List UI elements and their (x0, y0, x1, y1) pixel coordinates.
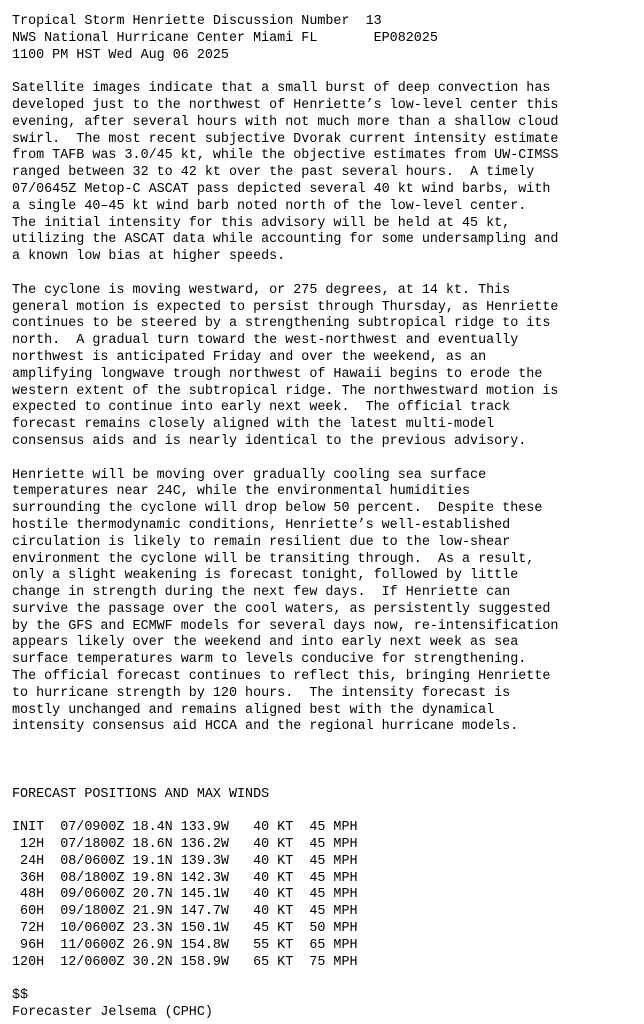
blank-line (12, 803, 632, 820)
end-marker: $$ (12, 988, 29, 1004)
forecaster-signature: Forecaster Jelsema (CPHC) (12, 1005, 213, 1021)
paragraph-line: The cyclone is moving westward, or 275 degrees, at 14 kt. This (12, 282, 511, 298)
paragraph-line: continues to be steered by a strengthening subtropical ridge to its (12, 316, 551, 332)
paragraph-line: northwest is anticipated Friday and over the weekend, as an (12, 349, 487, 365)
blank-line (12, 64, 632, 81)
paragraph-line: hostile thermodynamic conditions, Henriette’s well-established (12, 517, 511, 533)
paragraph-line: ranged between 32 to 42 kt over the past several hours. A timely (12, 165, 535, 181)
blank-line (12, 266, 632, 283)
paragraph-line: a single 40–45 kt wind barb noted north of the low-level center. (12, 198, 527, 214)
paragraph-line: developed just to the northwest of Henriette’s low-level center this (12, 97, 559, 113)
paragraph-line: a known low bias at higher speeds. (12, 249, 286, 265)
paragraph-line: Satellite images indicate that a small burst of deep convection has (12, 81, 551, 97)
paragraph-line: consensus aids and is nearly identical to the previous advisory. (12, 433, 527, 449)
issue-time: 1100 PM HST Wed Aug 06 2025 (12, 47, 229, 63)
paragraph-line: general motion is expected to persist through Thursday, as Henriette (12, 299, 559, 315)
blank-line (12, 736, 632, 753)
forecast-row: 60H 09/1800Z 21.9N 147.7W 40 KT 45 MPH (12, 904, 358, 920)
paragraph-line: expected to continue into early next week. The official track (12, 400, 511, 416)
paragraph-line: appears likely over the weekend and into early next week as sea (12, 635, 519, 651)
paragraph-line: The official forecast continues to reflect this, bringing Henriette (12, 669, 551, 685)
forecast-heading: FORECAST POSITIONS AND MAX WINDS (12, 786, 270, 802)
paragraph-line: surrounding the cyclone will drop below 50 percent. Despite these (12, 501, 543, 517)
paragraph-line: The initial intensity for this advisory will be held at 45 kt, (12, 215, 511, 231)
paragraph-line: only a slight weakening is forecast tonight, followed by little (12, 568, 519, 584)
paragraph-line: by the GFS and ECMWF models for several days now, re-intensification (12, 618, 559, 634)
blank-line (12, 971, 632, 988)
issuing-office: NWS National Hurricane Center Miami FL EP082025 (12, 30, 438, 46)
forecast-row: 36H 08/1800Z 19.8N 142.3W 40 KT 45 MPH (12, 870, 358, 886)
paragraph-line: north. A gradual turn toward the west-northwest and eventually (12, 333, 519, 349)
paragraph-line: swirl. The most recent subjective Dvorak current intensity estimate (12, 131, 559, 147)
forecast-reasoning-paragraph (12, 468, 632, 737)
paragraph-line: change in strength during the next few days. If Henriette can (12, 585, 511, 601)
paragraph-line: amplifying longwave trough northwest of Hawaii begins to erode the (12, 366, 543, 382)
blank-line (12, 770, 632, 787)
paragraph-line: from TAFB was 3.0/45 kt, while the objective estimates from UW-CIMSS (12, 148, 559, 164)
blank-line (12, 753, 632, 770)
paragraph-line: mostly unchanged and remains aligned best with the dynamical (12, 702, 495, 718)
forecast-row: 48H 09/0600Z 20.7N 145.1W 40 KT 45 MPH (12, 887, 358, 903)
paragraph-line: 07/0645Z Metop-C ASCAT pass depicted several 40 kt wind barbs, with (12, 181, 551, 197)
paragraph-line: survive the passage over the cool waters, as persistently suggested (12, 601, 551, 617)
track-paragraph (12, 283, 632, 451)
paragraph-line: western extent of the subtropical ridge. The northwestward motion is (12, 383, 559, 399)
forecast-row: 24H 08/0600Z 19.1N 139.3W 40 KT 45 MPH (12, 853, 358, 869)
paragraph-line: intensity consensus aid HCCA and the regional hurricane models. (12, 719, 519, 735)
forecast-row: 120H 12/0600Z 30.2N 158.9W 65 KT 75 MPH (12, 954, 358, 970)
forecast-row: INIT 07/0900Z 18.4N 133.9W 40 KT 45 MPH (12, 820, 358, 836)
forecast-table (12, 820, 632, 971)
forecast-row: 12H 07/1800Z 18.6N 136.2W 40 KT 45 MPH (12, 837, 358, 853)
paragraph-line: Henriette will be moving over gradually cooling sea surface (12, 467, 487, 483)
paragraph-line: environment the cyclone will be transiting through. As a result, (12, 551, 535, 567)
paragraph-line: surface temperatures warm to levels conducive for strengthening. (12, 652, 527, 668)
blank-line (12, 451, 632, 468)
paragraph-line: utilizing the ASCAT data while accounting for some undersampling and (12, 232, 559, 248)
paragraph-line: forecast remains closely aligned with the latest multi-model (12, 417, 495, 433)
paragraph-line: to hurricane strength by 120 hours. The intensity forecast is (12, 685, 511, 701)
forecast-row: 72H 10/0600Z 23.3N 150.1W 45 KT 50 MPH (12, 921, 358, 937)
paragraph-line: temperatures near 24C, while the environmental humidities (12, 484, 471, 500)
paragraph-line: evening, after several hours with not much more than a shallow cloud (12, 114, 559, 130)
paragraph-line: circulation is likely to remain resilient due to the low-shear (12, 534, 511, 550)
intensity-paragraph (12, 81, 632, 266)
forecast-row: 96H 11/0600Z 26.9N 154.8W 55 KT 65 MPH (12, 937, 358, 953)
discussion-title: Tropical Storm Henriette Discussion Number 13 (12, 14, 382, 29)
